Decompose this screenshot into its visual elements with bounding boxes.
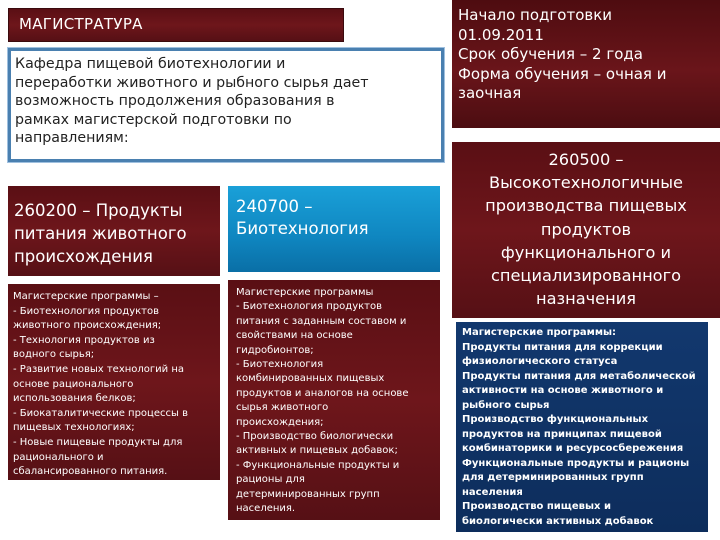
- specialty-3-line: продуктов: [540, 219, 632, 239]
- specialty-1-panel: [8, 186, 220, 276]
- start-info-line: заочная: [458, 84, 522, 102]
- intro-line: возможность продолжения образования в: [15, 93, 335, 109]
- programs-1-line: водного сырья;: [13, 349, 95, 361]
- programs-2-line: происхождения;: [236, 416, 324, 428]
- programs-3-line: физиологического статуса: [462, 356, 618, 367]
- programs-1-line: пищевых технологиях;: [13, 422, 135, 434]
- programs-3-line: активности на основе животного и: [462, 385, 664, 396]
- specialty-3-line: Высокотехнологичные: [489, 173, 683, 193]
- programs-3-panel: [456, 322, 708, 532]
- specialty-3-panel: [452, 142, 720, 318]
- programs-1-line: рационального и: [13, 451, 104, 463]
- programs-1-line: основе рационального: [13, 378, 134, 390]
- intro-line: переработки животного и рыбного сырья дает: [15, 74, 369, 91]
- intro-panel: [8, 48, 444, 162]
- programs-3-line: населения: [462, 486, 523, 498]
- programs-3-line: биологически активных добавок: [462, 515, 654, 527]
- intro-line: рамках магистерской подготовки по: [15, 111, 292, 128]
- programs-2-line: рационы для: [236, 474, 305, 486]
- programs-3-line: для детерминированных групп: [462, 472, 644, 483]
- programs-3-line: Магистерские программы:: [462, 327, 617, 338]
- programs-1-line: Магистерские программы –: [13, 291, 159, 302]
- page-title-bar: [8, 8, 344, 42]
- programs-2-line: населения.: [236, 503, 296, 515]
- programs-2-line: гидробионтов;: [236, 344, 314, 356]
- intro-line: Кафедра пищевой биотехнологии и: [15, 56, 286, 72]
- start-info-line: 01.09.2011: [458, 25, 544, 44]
- programs-1-line: сбалансированного питания.: [13, 466, 168, 478]
- programs-2-panel: [228, 280, 440, 520]
- specialty-2-line: Биотехнология: [236, 219, 369, 238]
- programs-2-line: комбинированных пищевых: [236, 373, 385, 385]
- programs-3-line: рыбного сырья: [462, 399, 550, 411]
- programs-1-line: использования белков;: [13, 393, 136, 405]
- programs-3-line: продуктов на принципах пищевой: [462, 428, 662, 440]
- intro-line: направлениям:: [15, 130, 129, 146]
- programs-1-line: - Технология продуктов из: [13, 334, 155, 346]
- specialty-3-line: специализированного: [490, 266, 681, 286]
- programs-2-line: питания с заданным составом и: [236, 315, 407, 327]
- programs-3-line: Производство пищевых и: [462, 501, 611, 512]
- programs-2-line: - Биотехнология продуктов: [236, 301, 382, 313]
- start-info-line: Начало подготовки: [458, 6, 613, 24]
- specialty-1-line: происхождения: [14, 247, 153, 266]
- programs-3-line: комбинаторики и ресурсосбережения: [462, 443, 684, 454]
- programs-1-line: - Новые пищевые продукты для: [13, 436, 183, 448]
- specialty-1-line: 260200 – Продукты: [14, 201, 183, 220]
- programs-3-line: Производство функциональных: [462, 414, 649, 425]
- specialty-3-line: назначения: [536, 289, 636, 309]
- programs-1-line: - Развитие новых технологий на: [13, 363, 185, 375]
- start-info-line: Форма обучения – очная и: [458, 64, 667, 83]
- programs-2-line: продуктов и аналогов на основе: [236, 387, 409, 399]
- programs-2-line: свойствами на основе: [236, 330, 353, 342]
- specialty-1-line: питания животного: [14, 224, 187, 243]
- specialty-2-panel: [228, 186, 440, 272]
- specialty-3-line: производства пищевых: [485, 196, 687, 216]
- specialty-3-line: функционального и: [500, 242, 672, 262]
- programs-3-line: Функциональные продукты и рационы: [462, 457, 690, 469]
- programs-1-line: - Биокаталитические процессы в: [13, 407, 188, 419]
- programs-2-line: - Биотехнология: [236, 359, 324, 371]
- programs-1-panel: [8, 284, 220, 480]
- specialty-3-line: 260500 –: [548, 150, 624, 169]
- programs-2-line: сырья животного: [236, 402, 329, 414]
- programs-3-line: Продукты питания для коррекции: [462, 341, 663, 353]
- programs-2-line: - Функциональные продукты и: [236, 459, 400, 471]
- programs-1-line: животного происхождения;: [13, 320, 162, 332]
- start-info-line: Срок обучения – 2 года: [458, 45, 643, 63]
- specialty-2-line: 240700 –: [236, 197, 313, 216]
- page-title: МАГИСТРАТУРА: [19, 15, 143, 33]
- start-info-panel: [452, 0, 720, 128]
- programs-2-line: - Производство биологически: [236, 431, 394, 443]
- programs-2-line: активных и пищевых добавок;: [236, 445, 398, 457]
- programs-2-line: детерминированных групп: [236, 488, 380, 500]
- programs-1-line: - Биотехнология продуктов: [13, 305, 159, 317]
- programs-3-line: Продукты питания для метаболической: [462, 370, 696, 382]
- programs-2-line: Магистерские программы: [236, 287, 374, 298]
